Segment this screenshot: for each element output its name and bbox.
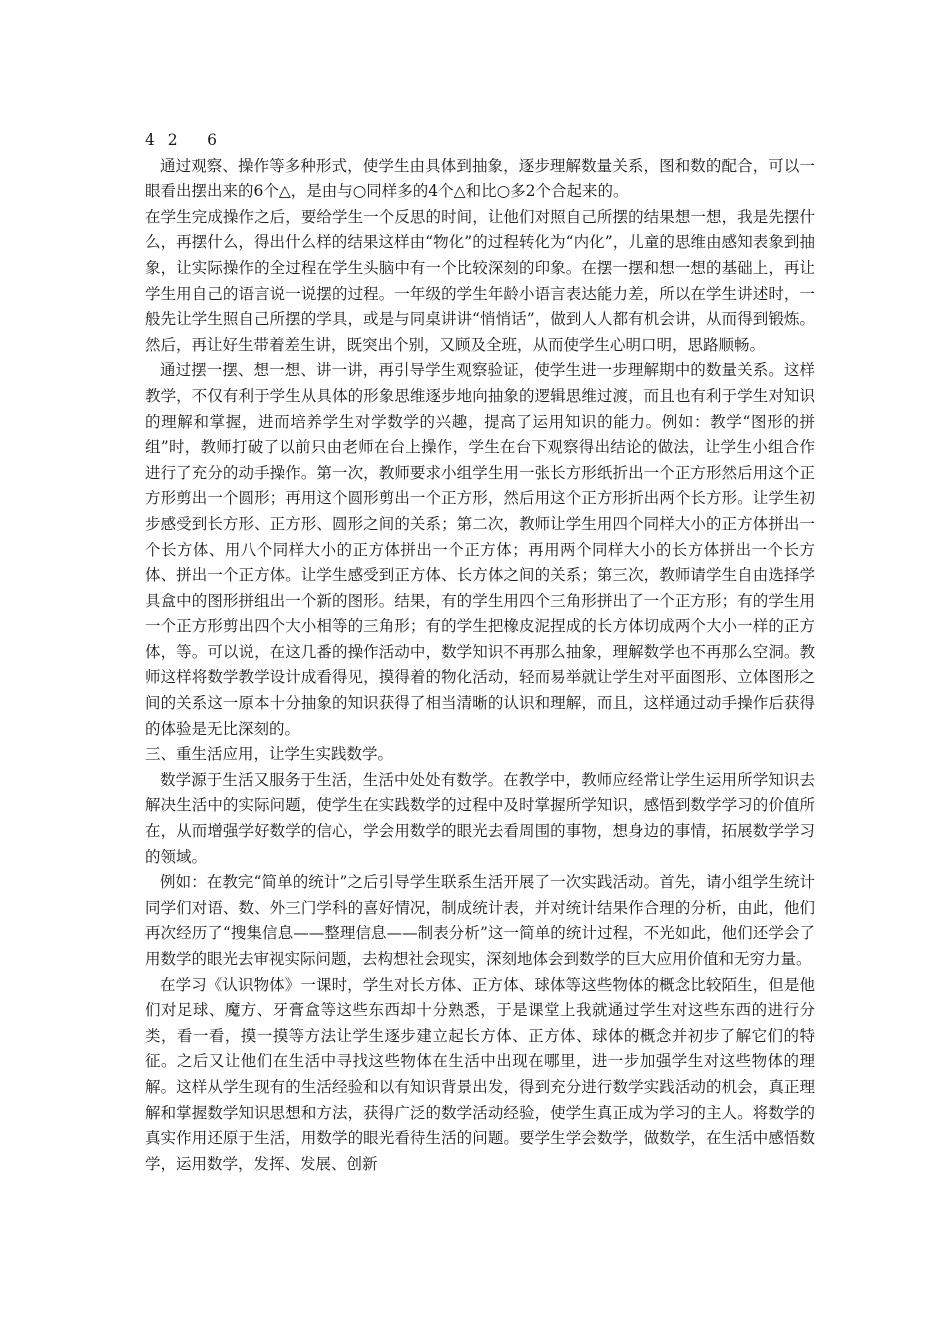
section-heading-3: 三、重生活应用，让学生实践数学。 (145, 745, 394, 764)
top-line-numbers: 4 2 6 (145, 131, 218, 149)
paragraph-statistics-example: 例如：在教完“简单的统计”之后引导学生联系生活开展了一次实践活动。首先，请小组学生统计同学们对语、数、外三门学科的喜好情况，制成统计表，并对统计结果作合理的分析，由此，他们再次经历了“搜集信息——整理信息——制表分析”这一简单的统计过程，不光如此，他们还学会了用数学的眼光去审视实际问题，去构想社会现实，深刻地体会到数学的巨大应用价值和无穷力量。 (145, 873, 815, 968)
paragraph-hands-on: 通过摆一摆、想一想、讲一讲，再引导学生观察验证，使学生进一步理解期中的数量关系。这样教学，不仅有利于学生从具体的形象思维逐步地向抽象的逻辑思维过渡，而且也有利于学生对知识的理解和掌握，进而培养学生对学数学的兴趣，提高了运用知识的能力。例如：教学“图形的拼组”时，教师打破了以前只由老师在台上操作，学生在台下观察得出结论的做法，让学生小组合作进行了充分的动手操作。第一次，教师要求小组学生用一张长方形纸折出一个正方形然后用这个正方形剪出一个圆形；再用这个圆形剪出一个正方形，然后用这个正方形折出两个长方形。让学生初步感受到长方形、正方形、圆形之间的关系；第二次，教师让学生用四个同样大小的正方体拼出一个长方体、用八个同样大小的正方体拼出一个正方体；再用两个同样大小的长方体拼出一个长方体、拼出一个正方体。让学生感受到正方体、长方体之间的关系；第三次，教师请学生自由选择学具盒中的图形拼组出一个新的图形。结果，有的学生用四个三角形拼出了一个正方形；有的学生用一个正方形剪出四个大小相等的三角形；有的学生把橡皮泥捏成的长方体切成两个大小一样的正方体，等。可以说，在这几番的操作活动中，数学知识不再那么抽象，理解数学也不再那么空洞。教师这样将数学教学设计成看得见，摸得着的物化活动，轻而易举就让学生对平面图形、立体图形之间的关系这一原本十分抽象的知识获得了相当清晰的认识和理解，而且，这样通过动手操作后获得的体验是无比深刻的。 (145, 361, 815, 738)
paragraph-observation: 通过观察、操作等多种形式，使学生由具体到抽象，逐步理解数量关系，图和数的配合，可以一眼看出摆出来的6个△，是由与○同样多的4个△和比○多2个合起来的。 (145, 156, 815, 201)
document-page (145, 128, 815, 1177)
paragraph-objects-lesson: 在学习《认识物体》一课时，学生对长方体、正方体、球体等这些物体的概念比较陌生，但是他们对足球、魔方、牙膏盒等这些东西却十分熟悉，于是课堂上我就通过学生对这些东西的进行分类，看一看，摸一摸等方法让学生逐步建立起长方体、正方体、球体的概念并初步了解它们的特征。之后又让他们在生活中寻找这些物体在生活中出现在哪里，进一步加强学生对这些物体的理解。这样从学生现有的生活经验和以有知识背景出发，得到充分进行数学实践活动的机会，真正理解和掌握数学知识思想和方法，获得广泛的数学活动经验，使学生真正成为学习的主人。将数学的真实作用还原于生活，用数学的眼光看待生活的问题。要学生学会数学，做数学，在生活中感悟数学，运用数学，发挥、发展、创新 (145, 975, 815, 1173)
paragraph-reflection: 在学生完成操作之后，要给学生一个反思的时间，让他们对照自己所摆的结果想一想，我是先摆什么，再摆什么，得出什么样的结果这样由“物化”的过程转化为“内化”，儿童的思维由感知表象到抽象，让实际操作的全过程在学生头脑中有一个比较深刻的印象。在摆一摆和想一想的基础上，再让学生用自己的语言说一说摆的过程。一年级的学生年龄小语言表达能力差，所以在学生讲述时，一般先让学生照自己所摆的学具，或是与同桌讲讲“悄悄话”，做到人人都有机会讲，从而得到锻炼。然后，再让好生带着差生讲，既突出个别，又顾及全班，从而使学生心明口明，思路顺畅。 (145, 207, 815, 354)
paragraph-life-math: 数学源于生活又服务于生活，生活中处处有数学。在教学中，教师应经常让学生运用所学知识去解决生活中的实际问题，使学生在实践数学的过程中及时掌握所学知识，感悟到数学学习的价值所在，从而增强学好数学的信心，学会用数学的眼光去看周围的事物，想身边的事情，拓展数学学习的领域。 (145, 770, 815, 866)
